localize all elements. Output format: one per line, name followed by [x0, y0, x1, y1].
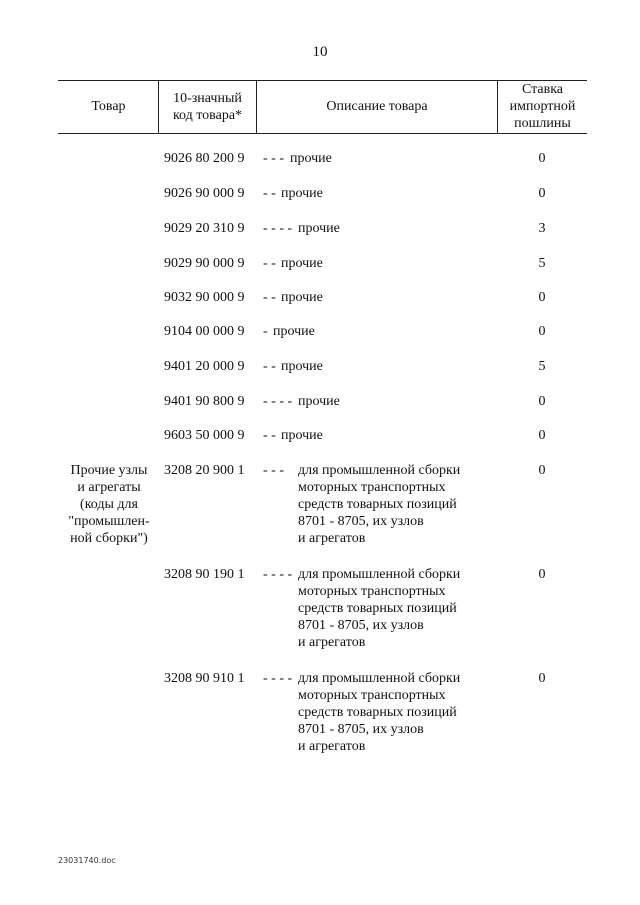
rate-cell: 0	[538, 463, 546, 478]
dash-marker: - -	[263, 186, 276, 201]
code-cell: 9026 80 200 9	[164, 151, 245, 166]
dash-marker: - - - -	[263, 567, 293, 582]
dash-marker: - -	[263, 428, 276, 443]
code-cell: 9029 90 000 9	[164, 256, 245, 271]
product-group-cell: Прочие узлы и агрегаты (коды для "промышлен- ной сборки")	[68, 463, 150, 546]
rate-cell: 5	[538, 359, 546, 374]
header-description: Описание товара	[326, 99, 428, 114]
code-cell: 3208 90 910 1	[164, 671, 245, 686]
description-cell: для промышленной сборки моторных транспортных средств товарных позиций 8701 - 8705, их узлов и агрегатов	[298, 567, 461, 650]
dash-marker: - - - -	[263, 671, 293, 686]
rate-cell: 0	[538, 671, 546, 686]
code-cell: 9029 20 310 9	[164, 221, 245, 236]
header-product: Товар	[91, 99, 126, 114]
header-code: 10-значный код товара*	[172, 90, 243, 123]
description-cell: для промышленной сборки моторных транспортных средств товарных позиций 8701 - 8705, их узлов и агрегатов	[298, 671, 461, 754]
dash-marker: - -	[263, 359, 276, 374]
code-cell: 9032 90 000 9	[164, 290, 245, 305]
code-cell: 9401 90 800 9	[164, 394, 245, 409]
description-cell: прочие	[298, 394, 340, 409]
dash-marker: - -	[263, 256, 276, 271]
dash-marker: - - - -	[263, 221, 293, 236]
rate-cell: 0	[538, 186, 546, 201]
rate-cell: 0	[538, 290, 546, 305]
header-rate: Ставка импортной пошлины	[509, 82, 576, 131]
dash-marker: - - -	[263, 463, 284, 478]
description-cell: прочие	[273, 324, 315, 339]
description-cell: прочие	[281, 428, 323, 443]
rate-cell: 0	[538, 567, 546, 582]
code-cell: 9603 50 000 9	[164, 428, 245, 443]
dash-marker: -	[263, 324, 268, 339]
description-cell: прочие	[290, 151, 332, 166]
rate-cell: 0	[538, 428, 546, 443]
dash-marker: - -	[263, 290, 276, 305]
rate-cell: 0	[538, 394, 546, 409]
code-cell: 9104 00 000 9	[164, 324, 245, 339]
code-cell: 3208 20 900 1	[164, 463, 245, 478]
dash-marker: - - - -	[263, 394, 293, 409]
rate-cell: 0	[538, 324, 546, 339]
description-cell: прочие	[281, 186, 323, 201]
rate-cell: 0	[538, 151, 546, 166]
rate-cell: 5	[538, 256, 546, 271]
description-cell: прочие	[281, 290, 323, 305]
rate-cell: 3	[538, 221, 546, 236]
code-cell: 9026 90 000 9	[164, 186, 245, 201]
description-cell: прочие	[298, 221, 340, 236]
description-cell: прочие	[281, 359, 323, 374]
code-cell: 9401 20 000 9	[164, 359, 245, 374]
document-filename: 23031740.doc	[58, 856, 116, 865]
page-number: 10	[312, 44, 328, 60]
code-cell: 3208 90 190 1	[164, 567, 245, 582]
dash-marker: - - -	[263, 151, 284, 166]
description-cell: прочие	[281, 256, 323, 271]
header-bottom-border	[58, 133, 587, 134]
description-cell: для промышленной сборки моторных транспортных средств товарных позиций 8701 - 8705, их узлов и агрегатов	[298, 463, 461, 546]
